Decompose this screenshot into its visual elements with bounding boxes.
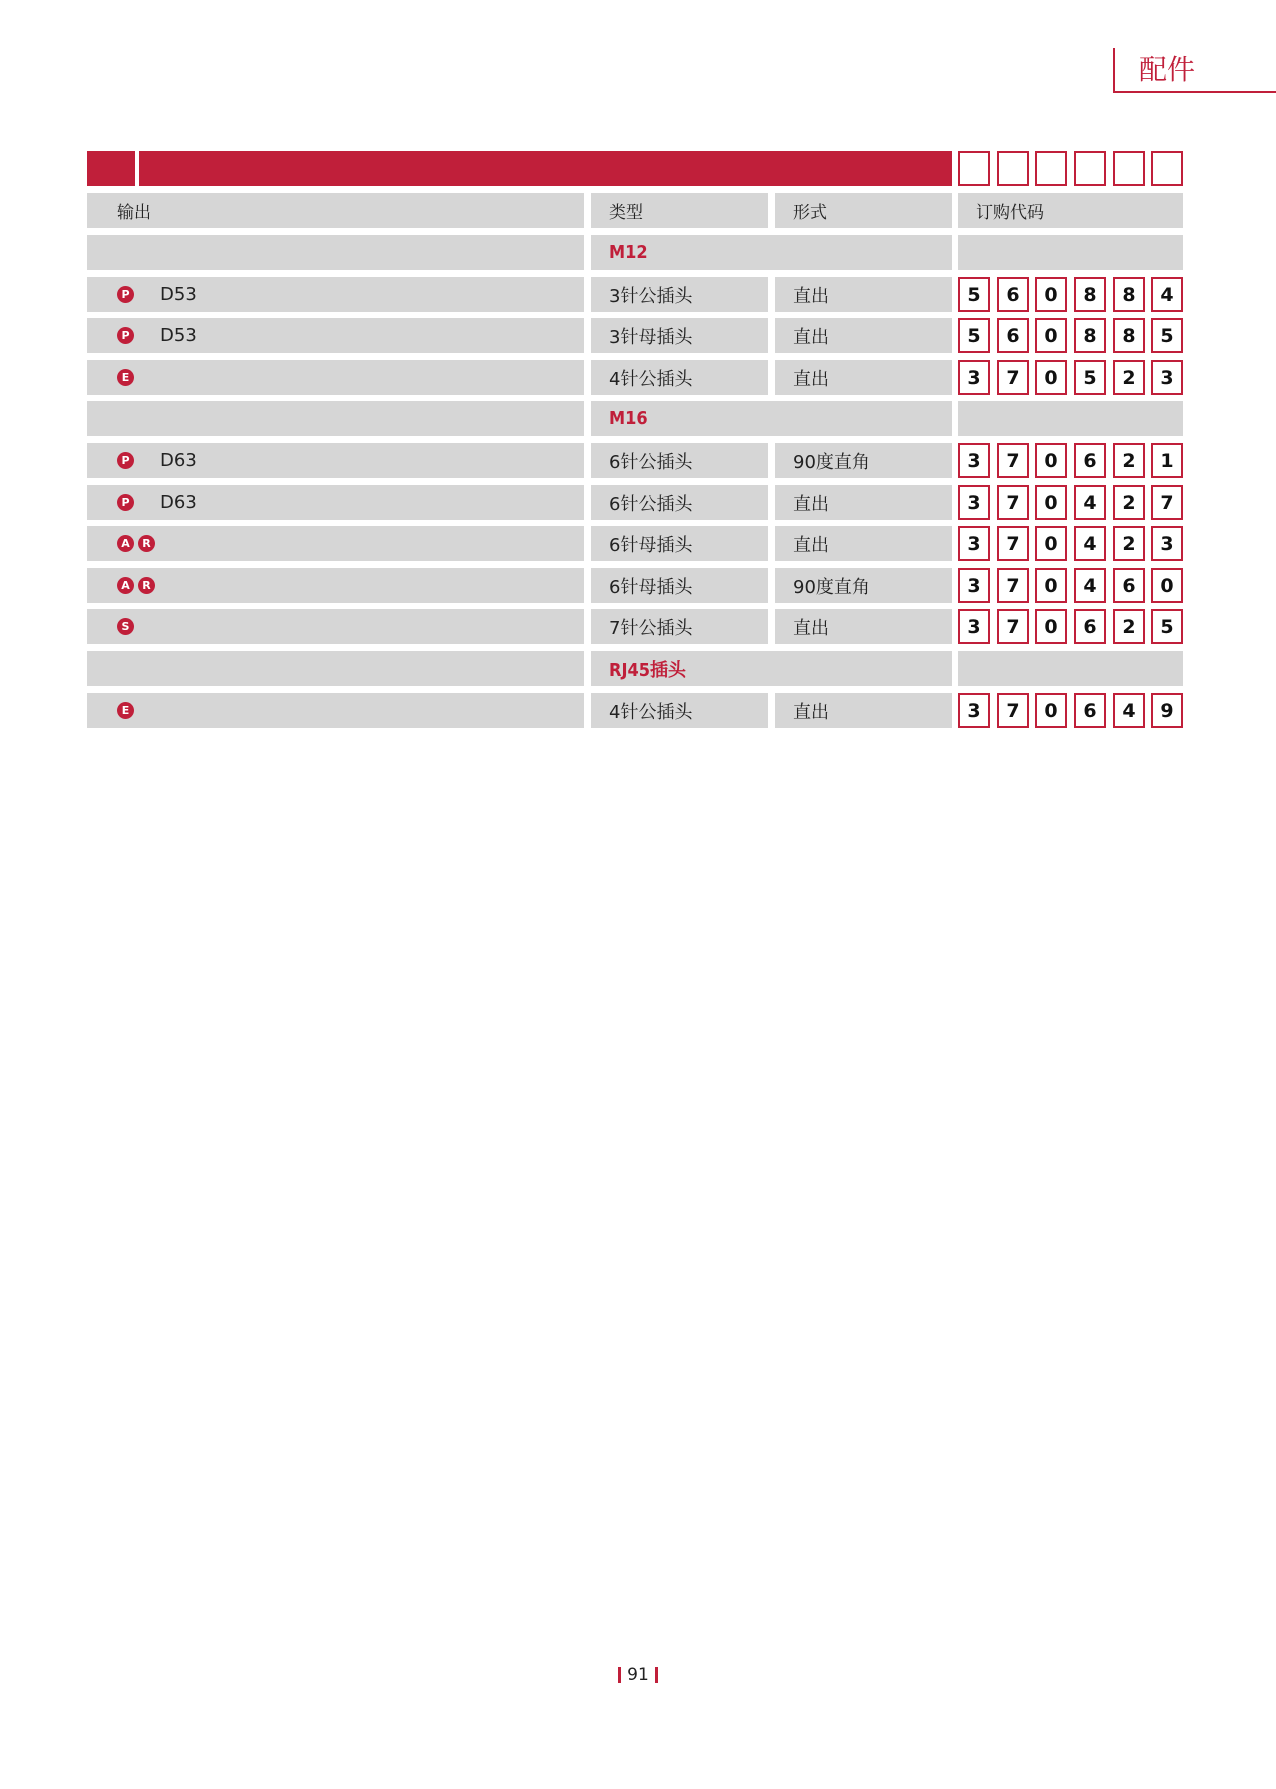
order-code-digit: 0 [1035, 318, 1067, 353]
type-cell: 6针母插头 [591, 568, 768, 603]
order-code-digit: 2 [1113, 443, 1145, 478]
order-code-digit: 0 [1151, 568, 1183, 603]
type-cell: 4针公插头 [591, 360, 768, 395]
order-code-digit: 5 [1151, 318, 1183, 353]
order-code-digit: 0 [1035, 485, 1067, 520]
order-code-digit: 4 [1113, 693, 1145, 728]
section-label: M12 [591, 235, 952, 270]
order-code-digit: 0 [1035, 277, 1067, 312]
type-cell: 6针母插头 [591, 526, 768, 561]
header-code-box [997, 151, 1029, 186]
order-code-digit: 4 [1074, 526, 1106, 561]
form-cell: 90度直角 [775, 443, 952, 478]
order-code-digit: 3 [958, 568, 990, 603]
order-code-digit: 5 [958, 277, 990, 312]
section-title: 配件 [1139, 53, 1196, 86]
header-code-box [958, 151, 990, 186]
page-number: 91 [627, 1665, 649, 1685]
order-code-digit: 9 [1151, 693, 1183, 728]
output-cell [87, 485, 584, 520]
order-code-digit: 7 [997, 526, 1029, 561]
order-code-digit: 5 [958, 318, 990, 353]
form-cell: 直出 [775, 609, 952, 644]
order-code-digit: 0 [1035, 568, 1067, 603]
type-cell: 3针公插头 [591, 277, 768, 312]
output-cell [87, 693, 584, 728]
section-title-tab [1113, 48, 1276, 93]
order-code-digit: 6 [1113, 568, 1145, 603]
order-code-digit: 3 [1151, 360, 1183, 395]
output-cell [87, 526, 584, 561]
order-code-digit: 3 [958, 609, 990, 644]
order-code-digit: 7 [997, 693, 1029, 728]
form-cell: 直出 [775, 693, 952, 728]
order-code-digit: 0 [1035, 609, 1067, 644]
code-cell [958, 401, 1183, 436]
order-code-digit: 8 [1074, 277, 1106, 312]
section-label: M16 [591, 401, 952, 436]
model-code: D63 [160, 450, 197, 471]
order-code-digit: 3 [1151, 526, 1183, 561]
order-code-digit: 7 [997, 568, 1029, 603]
output-cell [87, 443, 584, 478]
order-code-digit: 4 [1074, 485, 1106, 520]
order-code-digit: 5 [1151, 609, 1183, 644]
order-code-digit: 6 [1074, 609, 1106, 644]
output-cell [87, 651, 584, 686]
model-code: D63 [160, 492, 197, 513]
form-cell: 直出 [775, 526, 952, 561]
order-code-digit: 7 [997, 485, 1029, 520]
order-code-digit: 2 [1113, 485, 1145, 520]
order-code-digit: 2 [1113, 526, 1145, 561]
footer-bar-right [655, 1667, 658, 1683]
order-code-digit: 3 [958, 360, 990, 395]
order-code-digit: 6 [997, 318, 1029, 353]
header-order-code: 订购代码 [958, 193, 1183, 228]
header-bar-main [139, 151, 952, 186]
output-e-icon: E [117, 369, 134, 386]
model-code: D53 [160, 325, 197, 346]
output-r-icon: R [138, 535, 155, 552]
order-code-digit: 6 [997, 277, 1029, 312]
section-label: RJ45插头 [591, 651, 952, 686]
output-p-icon: P [117, 286, 134, 303]
order-code-digit: 8 [1113, 277, 1145, 312]
order-code-digit: 6 [1074, 443, 1106, 478]
order-code-digit: 0 [1035, 526, 1067, 561]
output-cell [87, 277, 584, 312]
header-output: 输出 [87, 193, 584, 228]
header-code-box [1113, 151, 1145, 186]
order-code-digit: 6 [1074, 693, 1106, 728]
header-code-box [1074, 151, 1106, 186]
page-footer [0, 1665, 1276, 1685]
type-cell: 6针公插头 [591, 443, 768, 478]
form-cell: 直出 [775, 277, 952, 312]
type-cell: 4针公插头 [591, 693, 768, 728]
order-code-digit: 3 [958, 693, 990, 728]
code-cell [958, 235, 1183, 270]
header-bar-left [87, 151, 135, 186]
order-code-digit: 3 [958, 526, 990, 561]
header-form: 形式 [775, 193, 952, 228]
output-p-icon: P [117, 327, 134, 344]
output-cell [87, 318, 584, 353]
form-cell: 直出 [775, 318, 952, 353]
output-p-icon: P [117, 452, 134, 469]
order-code-digit: 2 [1113, 360, 1145, 395]
output-p-icon: P [117, 494, 134, 511]
order-code-digit: 7 [997, 609, 1029, 644]
order-code-digit: 5 [1074, 360, 1106, 395]
type-cell: 7针公插头 [591, 609, 768, 644]
order-code-digit: 3 [958, 485, 990, 520]
order-code-digit: 4 [1151, 277, 1183, 312]
output-cell [87, 401, 584, 436]
form-cell: 直出 [775, 360, 952, 395]
output-cell [87, 568, 584, 603]
output-cell [87, 609, 584, 644]
order-code-digit: 0 [1035, 693, 1067, 728]
header-type: 类型 [591, 193, 768, 228]
order-code-digit: 0 [1035, 443, 1067, 478]
code-cell [958, 651, 1183, 686]
order-code-digit: 3 [958, 443, 990, 478]
order-code-digit: 0 [1035, 360, 1067, 395]
header-code-box [1035, 151, 1067, 186]
output-s-icon: S [117, 618, 134, 635]
form-cell: 90度直角 [775, 568, 952, 603]
order-code-digit: 7 [1151, 485, 1183, 520]
output-a-icon: A [117, 535, 134, 552]
model-code: D53 [160, 284, 197, 305]
order-code-digit: 1 [1151, 443, 1183, 478]
order-code-digit: 4 [1074, 568, 1106, 603]
type-cell: 6针公插头 [591, 485, 768, 520]
output-e-icon: E [117, 702, 134, 719]
output-r-icon: R [138, 577, 155, 594]
order-code-digit: 7 [997, 360, 1029, 395]
order-code-digit: 8 [1074, 318, 1106, 353]
order-code-digit: 7 [997, 443, 1029, 478]
footer-bar-left [618, 1667, 621, 1683]
output-cell [87, 235, 584, 270]
type-cell: 3针母插头 [591, 318, 768, 353]
output-a-icon: A [117, 577, 134, 594]
form-cell: 直出 [775, 485, 952, 520]
order-code-digit: 2 [1113, 609, 1145, 644]
order-code-digit: 8 [1113, 318, 1145, 353]
output-cell [87, 360, 584, 395]
header-code-box [1151, 151, 1183, 186]
